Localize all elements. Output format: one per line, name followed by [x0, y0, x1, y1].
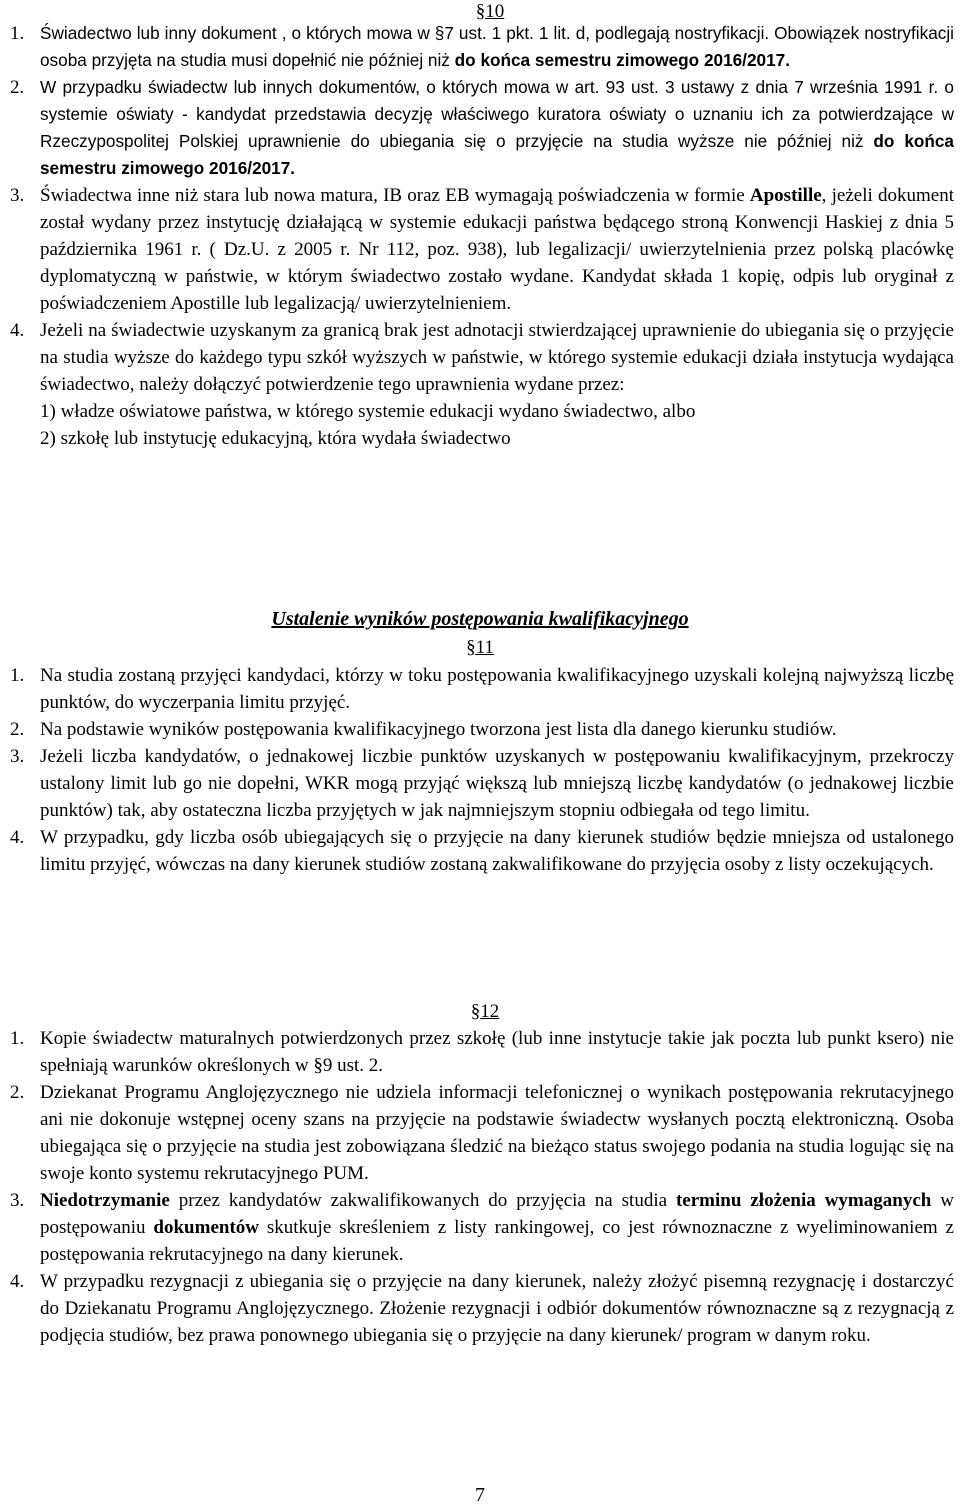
section-mark: §	[475, 1, 486, 22]
page-number: 7	[475, 1484, 485, 1506]
list-item: 3. Niedotrzymanie przez kandydatów zakwalifikowanych do przyjęcia na studia terminu złożenia wymaganych w postępowaniu dokumentów skutkuje skreśleniem z listy rankingowej, co jest równoznaczne z wyeliminowaniem z postępowania rekrutacyjnego na dany kierunek.	[10, 1190, 954, 1265]
section-10-list	[10, 20, 954, 452]
section-mark: §	[470, 1001, 481, 1022]
list-item: 1. Na studia zostaną przyjęci kandydaci, którzy w toku postępowania kwalifikacyjnego uzyskali kolejną najwyższą liczbę punktów, do wyczerpania limitu przyjęć.	[10, 665, 954, 713]
section-number: 10	[485, 1, 505, 22]
list-item: 2. Na podstawie wyników postępowania kwalifikacyjnego tworzona jest lista dla danego kierunku studiów.	[10, 719, 837, 740]
sub-item: 2) szkołę lub instytucję edukacyjną, która wydała świadectwo	[40, 428, 511, 449]
list-item: 3. Świadectwa inne niż stara lub nowa matura, IB oraz EB wymagają poświadczenia w formie Apostille, jeżeli dokument został wydany przez instytucję działającą w systemie edukacji państwa będącego stroną Konwencji Haskiej z dnia 5 października 1961 r. ( Dz.U. z 2005 r. Nr 112, poz. 938), lub legalizacji/ uwierzytelnienia przez polską placówkę dyplomatyczną w państwie, w którym świadectwo zostało wydane. Kandydat składa 1 kopię, odpis lub oryginał z poświadczeniem Apostille lub legalizacją/ uwierzytelnieniem.	[10, 185, 954, 314]
list-item: 1. Kopie świadectw maturalnych potwierdzonych przez szkołę (lub inne instytucje takie jak poczta lub punkt ksero) nie spełniają warunków określonych w §9 ust. 2.	[10, 1028, 954, 1076]
section-number: 11	[475, 637, 494, 658]
list-item: 2. W przypadku świadectw lub innych dokumentów, o których mowa w art. 93 ust. 3 ustawy z dnia 7 września 1991 r. o systemie oświaty - kandydat przedstawia decyzję właściwego kuratora oświaty o uznaniu ich za potwierdzające w Rzeczypospolitej Polskiej uprawnienie do ubiegania się o przyjęcie na studia wyższe nie później niż do końca semestru zimowego 2016/2017.	[10, 77, 954, 178]
section-12-list	[10, 1025, 954, 1349]
list-item: 4. W przypadku rezygnacji z ubiegania się o przyjęcie na dany kierunek, należy złożyć pisemną rezygnację i dostarczyć do Dziekanatu Programu Anglojęzycznego. Złożenie rezygnacji i odbiór dokumentów równoznaczne są z rezygnacją z podjęcia studiów, bez prawa ponownego ubiegania się o przyjęcie na dany kierunek/ program w danym roku.	[10, 1271, 954, 1346]
list-item: 2. Dziekanat Programu Anglojęzycznego nie udziela informacji telefonicznej o wynikach postępowania rekrutacyjnego ani nie dokonuje wstępnej oceny szans na przyjęcie na podstawie świadectw wysłanych pocztą elektroniczną. Osoba ubiegająca się o przyjęcie na studia jest zobowiązana śledzić na bieżąco status swojego podania na studia logując się na swoje konto systemu rekrutacyjnego PUM.	[10, 1082, 954, 1184]
section-heading: Ustalenie wyników postępowania kwalifikacyjnego	[271, 608, 689, 630]
section-number: 12	[480, 1001, 500, 1022]
list-item: 3. Jeżeli liczba kandydatów, o jednakowej liczbie punktów uzyskanych w postępowaniu kwalifikacyjnym, przekroczy ustalony limit lub go nie dopełni, WKR mogą przyjąć większą lub mniejszą liczbę kandydatów (o jednakowej liczbie punktów) tak, aby ostateczna liczba przyjętych w jak najmniejszym stopniu odbiegała od tego limitu.	[10, 746, 954, 821]
list-item: 4. W przypadku, gdy liczba osób ubiegających się o przyjęcie na dany kierunek studiów będzie mniejsza od ustalonego limitu przyjęć, wówczas na dany kierunek studiów zostaną zakwalifikowane do przyjęcia osoby z listy oczekujących.	[10, 827, 954, 875]
section-12-heading	[455, 1000, 515, 1024]
list-item: 4. Jeżeli na świadectwie uzyskanym za granicą brak jest adnotacji stwierdzającej uprawnienie do ubiegania się o przyjęcie na studia wyższe do każdego typu szkół wyższych w państwie, w którego systemie edukacji działa instytucja wydająca świadectwo, należy dołączyć potwierdzenie tego uprawnienia wydane przez: 1) władze oświatowe państwa, w którego systemie edukacji wydano świadectwo, albo 2) szkołę lub instytucję edukacyjną, która wydała świadectwo	[10, 317, 954, 452]
list-item: 1. Świadectwo lub inny dokument , o których mowa w §7 ust. 1 pkt. 1 lit. d, podlegają nostryfikacji. Obowiązek nostryfikacji osoba przyjęta na studia musi dopełnić nie później niż do końca semestru zimowego 2016/2017.	[10, 23, 954, 70]
sub-item: 1) władze oświatowe państwa, w którego systemie edukacji wydano świadectwo, albo	[40, 401, 696, 422]
section-mark: §	[466, 637, 476, 658]
section-11-heading	[450, 636, 510, 660]
section-11-list	[10, 662, 954, 878]
